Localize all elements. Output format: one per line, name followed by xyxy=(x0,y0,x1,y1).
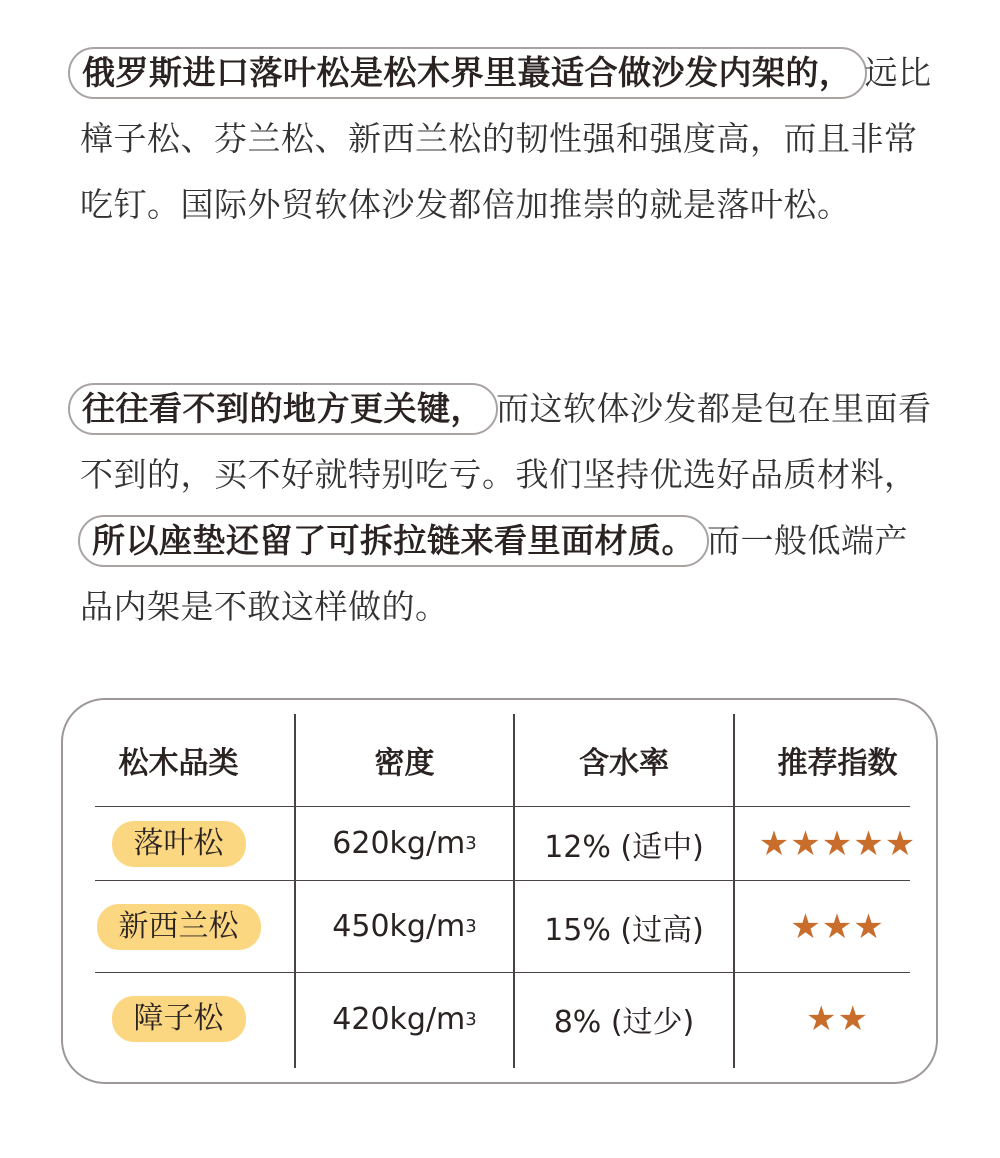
table-row xyxy=(63,807,294,880)
density-text: 450kg/m xyxy=(332,909,466,944)
paragraph-1 xyxy=(80,40,940,238)
density-text: 420kg/m xyxy=(332,1001,466,1037)
table-row xyxy=(63,973,294,1065)
moisture-value: 15% (过高) xyxy=(544,912,704,948)
header-wood-type: 松木品类 xyxy=(118,746,239,781)
paragraph-text: 远比樟子松、芬兰松、新西兰松的韧性强和强度高，而且非常吃钉。国际外贸软体沙发都倍加推崇的就是落叶松。 xyxy=(80,53,932,224)
pine-comparison-table xyxy=(61,698,938,1084)
wood-type-badge: 落叶松 xyxy=(112,821,246,867)
moisture-value: 12% (适中) xyxy=(544,829,704,865)
key-phrase-highlight: 所以座垫还留了可拆拉链来看里面材质。 xyxy=(78,515,709,567)
header-moisture: 含水率 xyxy=(579,746,669,781)
wood-type-badge: 障子松 xyxy=(112,996,246,1042)
header-rating: 推荐指数 xyxy=(777,746,898,781)
star-rating: ★★★★★ xyxy=(758,823,917,864)
density-value xyxy=(296,973,513,1065)
key-phrase-highlight: 俄罗斯进口落叶松是松木界里蕞适合做沙发内架的， xyxy=(68,47,867,99)
star-rating: ★★★ xyxy=(790,906,885,947)
star-rating: ★★ xyxy=(806,999,869,1039)
key-phrase-highlight: 往往看不到的地方更关键， xyxy=(68,383,498,435)
header-density: 密度 xyxy=(374,746,435,781)
paragraph-2 xyxy=(80,376,940,640)
density-exponent: 3 xyxy=(465,1008,477,1030)
wood-type-badge: 新西兰松 xyxy=(97,904,261,950)
paragraph-text: 而这软体沙发都是包在里面看不到的，买不好就特别吃亏。我们坚持优选好品质材料， xyxy=(80,389,932,494)
density-value xyxy=(296,881,513,972)
table-row xyxy=(63,881,294,972)
density-exponent: 3 xyxy=(465,833,477,854)
rating-stars xyxy=(735,807,940,880)
rating-stars xyxy=(735,881,940,972)
density-text: 620kg/m xyxy=(332,826,466,861)
rating-stars xyxy=(735,973,940,1065)
paragraph-text: 而一般低端产品内架是不敢这样做的。 xyxy=(80,521,908,626)
density-exponent: 3 xyxy=(465,916,477,937)
moisture-value: 8% (过少) xyxy=(553,1005,695,1040)
density-value xyxy=(296,807,513,880)
